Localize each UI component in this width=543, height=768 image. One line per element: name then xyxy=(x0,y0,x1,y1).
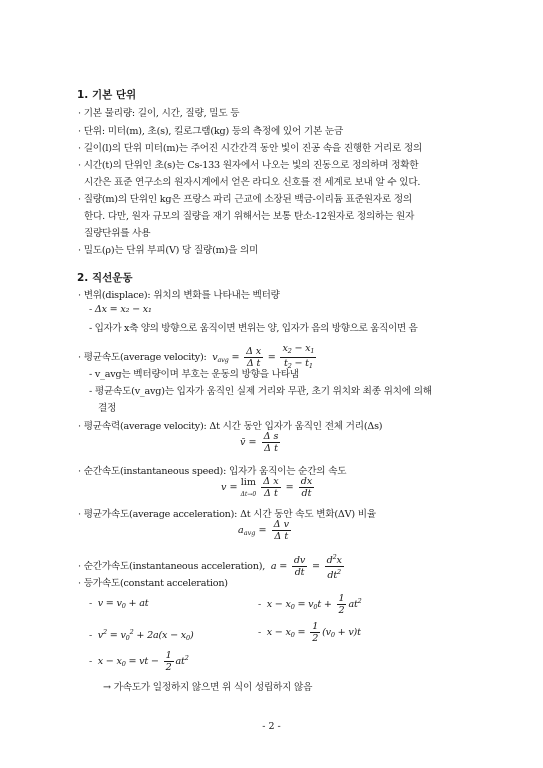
s1-line-3: · 길이(l)의 단위 미터(m)는 주어진 시간간격 동안 빛이 진공 속을 진행한 거리로 정의 xyxy=(78,143,423,154)
section-2-title: 2. 직선운동 xyxy=(77,272,133,284)
const-acc-line: · 등가속도(constant acceleration) xyxy=(78,578,228,589)
section-1-title: 1. 기본 단위 xyxy=(77,89,137,101)
kinematic-eq-3: - $v^2 = v_0^2 + 2a(x - x_0)$ xyxy=(89,628,194,642)
displacement-equation: - Δx = x₂ − x₁ xyxy=(89,304,152,315)
s1-line-7: 한다. 다만, 원자 규모의 질량을 재기 위해서는 보통 탄소-12원자로 정의하는 원자 xyxy=(84,211,415,222)
avg-velocity-note-2: - 평균속도(v_avg)는 입자가 움직인 실제 거리와 무관, 초기 위치와 최종 위치에 의해 xyxy=(89,386,432,397)
s1-line-9: · 밀도(ρ)는 단위 부피(V) 당 질량(m)을 의미 xyxy=(78,245,259,256)
avg-speed-formula: v̄ = $\frac{\text{Δ s}}{\text{Δ t}}$ xyxy=(240,431,279,454)
s1-line-6: · 질량(m)의 단위인 kg은 프랑스 파리 근교에 소장된 백금-이리듐 표준원자로 정의 xyxy=(78,194,412,205)
avg-velocity-note-1: - v_avg는 벡터량이며 부호는 운동의 방향을 나타냄 xyxy=(89,369,299,380)
kinematic-eq-5: - $x - x_0$ = vt − $\frac{1}{2}$ $at^2$ xyxy=(89,650,189,673)
avg-velocity-label: · 평균속도(average velocity): xyxy=(78,352,207,363)
kinematic-eq-1: - $v = v_0$ + at xyxy=(89,598,149,610)
displacement-line: · 변위(displace): 위치의 변화를 나타내는 벡터량 xyxy=(78,290,280,301)
s1-line-4: · 시간(t)의 단위인 초(s)는 Cs-133 원자에서 나오는 빛의 진동으로 정의하며 정확한 xyxy=(78,160,419,171)
kinematic-eq-2: - $x - x_0 = v_0t$ + $\frac{1}{2}$ $at^2$ xyxy=(258,593,362,616)
s1-line-2: · 단위: 미터(m), 초(s), 킬로그램(kg) 등의 측정에 있어 기본 눈금 xyxy=(78,126,344,137)
avg-acc-formula: $a_{avg}$ = $\frac{\text{Δ v}}{\text{Δ t}}$ xyxy=(238,519,289,542)
s1-line-1: · 기본 물리량: 길이, 시간, 질량, 밀도 등 xyxy=(78,108,240,119)
avg-velocity-formula: $v_{avg}$ = $\frac{\text{Δ x}}{\text{Δ t}}$ = $\frac{x_2 - x_1}{t_2 - t_1}$ xyxy=(209,343,315,370)
inst-speed-line: · 순간속도(instantaneous speed): 입자가 움직이는 순간의 속도 xyxy=(78,466,347,477)
avg-acc-line: · 평균가속도(average acceleration): Δt 시간 동안 속도 변화(ΔV) 비율 xyxy=(78,509,376,520)
s1-line-5: 시간은 표준 연구소의 원자시계에서 얻은 라디오 신호를 전 세계로 보내 알 수 있다. xyxy=(84,177,421,188)
inst-acc-label: · 순간가속도(instantaneous acceleration), xyxy=(78,561,266,572)
avg-velocity-note-2b: 결정 xyxy=(98,403,117,414)
s1-line-8: 질량단위를 사용 xyxy=(84,228,151,239)
kinematic-eq-4: - $x - x_0$ = $\frac{1}{2}$ $(v_0 + v)t$ xyxy=(258,621,361,644)
arrow-note: → 가속도가 일정하지 않으면 위 식이 성립하지 않음 xyxy=(103,682,313,693)
inst-speed-formula: v = lim Δt→0 $\frac{\text{Δ x}}{\text{Δ t}}$ = $\frac{dx}{dt}$ xyxy=(221,476,313,499)
displacement-note: - 입자가 x축 양의 방향으로 움직이면 변위는 양, 입자가 음의 방향으로 움직이면 음 xyxy=(89,323,418,334)
inst-acc-formula: a = $\frac{dv}{dt}$ = $\frac{d^2x}{dt^2}$ xyxy=(268,553,342,581)
page-number: - 2 - xyxy=(262,721,281,732)
avg-speed-line: · 평균속력(average velocity): Δt 시간 동안 입자가 움직인 전체 거리(Δs) xyxy=(78,421,383,432)
